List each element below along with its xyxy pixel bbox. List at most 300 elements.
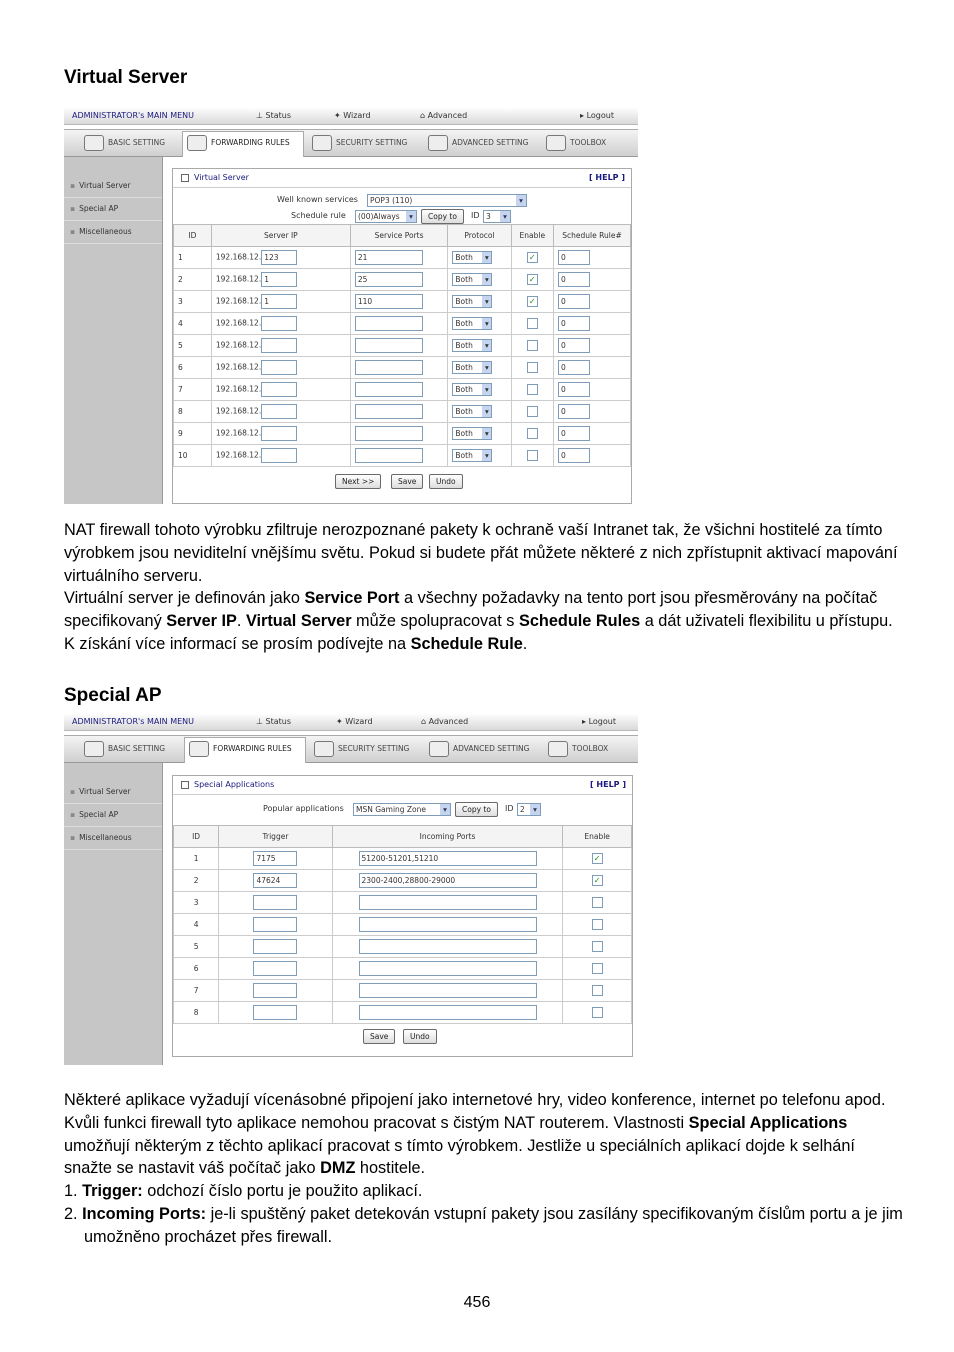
table-row	[174, 1002, 632, 1024]
incoming-ports-cell	[332, 980, 563, 1002]
service-ports-input[interactable]	[355, 426, 423, 441]
basic-setting-icon	[84, 741, 104, 757]
incoming-ports-input[interactable]	[359, 939, 537, 954]
row-id: 3	[174, 892, 219, 914]
table-row	[174, 892, 632, 914]
enable-cell	[511, 313, 553, 335]
row-id: 4	[174, 313, 212, 335]
term-dmz: DMZ	[320, 1159, 356, 1178]
tab-label: TOOLBOX	[570, 138, 607, 147]
service-ports-cell	[350, 357, 448, 379]
table-row	[174, 958, 632, 980]
service-ports-input[interactable]: 110	[355, 294, 423, 309]
service-ports-input[interactable]	[355, 404, 423, 419]
incoming-ports-cell	[332, 914, 563, 936]
status-icon: ⊥	[256, 717, 266, 726]
text-run: .	[522, 634, 528, 653]
server-ip-cell	[211, 269, 350, 291]
enable-cell	[511, 423, 553, 445]
tab-toolbox[interactable]	[542, 132, 606, 154]
wizard-icon: ✦	[336, 717, 346, 726]
term-service-port: Service Port	[304, 589, 400, 608]
protocol-select[interactable]: Both ▾	[452, 383, 492, 396]
panel-box-icon	[181, 781, 189, 789]
trigger-cell	[219, 1002, 333, 1024]
term-virtual-server: Virtual Server	[245, 612, 352, 631]
column-header: Incoming Ports	[332, 826, 563, 848]
server-ip-input[interactable]	[261, 382, 297, 397]
trigger-cell	[219, 980, 333, 1002]
ip-prefix: 192.168.12.	[215, 274, 262, 284]
schedule-rule-input[interactable]: 0	[558, 272, 590, 287]
text-run: může spolupracovat s	[351, 612, 519, 631]
enable-checkbox[interactable]	[527, 428, 538, 439]
enable-checkbox[interactable]	[527, 384, 538, 395]
special-applications-panel	[172, 775, 633, 1057]
tab-basic-setting[interactable]	[80, 738, 165, 760]
enable-checkbox[interactable]	[592, 1007, 603, 1018]
incoming-ports-input[interactable]	[359, 961, 537, 976]
table-row	[174, 848, 632, 870]
protocol-cell	[448, 313, 511, 335]
content-area	[64, 157, 638, 504]
advanced-link[interactable]	[420, 111, 467, 120]
popular-applications-select[interactable]: MSN Gaming Zone ▾	[353, 803, 451, 816]
tab-label: ADVANCED SETTING	[453, 744, 530, 753]
column-header: Service Ports	[350, 225, 448, 247]
status-link[interactable]	[256, 111, 291, 120]
basic-setting-icon	[84, 135, 104, 151]
row-id: 5	[174, 936, 219, 958]
incoming-ports-input[interactable]	[359, 895, 537, 910]
trigger-cell	[219, 958, 333, 980]
enable-cell	[511, 445, 553, 467]
incoming-ports-input[interactable]	[359, 1005, 537, 1020]
tab-label: TOOLBOX	[572, 744, 609, 753]
well-known-services-label: Well known services	[277, 195, 358, 204]
enable-checkbox[interactable]	[527, 340, 538, 351]
schedule-rule-select[interactable]: (00)Always ▾	[355, 210, 417, 223]
incoming-ports-cell	[332, 870, 563, 892]
sidebar	[64, 157, 163, 504]
ip-prefix: 192.168.12.	[215, 252, 262, 262]
virtual-server-panel	[172, 168, 632, 504]
enable-cell	[563, 1002, 632, 1024]
server-ip-input[interactable]	[261, 360, 297, 375]
service-ports-input[interactable]	[355, 382, 423, 397]
service-ports-cell	[350, 313, 448, 335]
advanced-label: Advanced	[428, 717, 469, 726]
wizard-icon: ✦	[334, 111, 344, 120]
protocol-select[interactable]: Both ▾	[452, 405, 492, 418]
wizard-label: Wizard	[343, 111, 371, 120]
tab-security-setting[interactable]	[310, 738, 409, 760]
schedule-rule-cell	[554, 291, 631, 313]
column-header: Trigger	[219, 826, 333, 848]
service-controls	[173, 188, 631, 224]
column-header: ID	[174, 225, 212, 247]
server-ip-cell	[211, 423, 350, 445]
enable-checkbox[interactable]	[527, 362, 538, 373]
protocol-select[interactable]: Both ▾	[452, 251, 492, 264]
table-row	[174, 291, 631, 313]
forwarding-rules-icon	[187, 135, 207, 151]
enable-checkbox[interactable]	[527, 450, 538, 461]
ip-prefix: 192.168.12.	[215, 428, 262, 438]
text-run: odchozí číslo portu je použito aplikací.	[142, 1182, 423, 1201]
trigger-input[interactable]	[253, 1005, 297, 1020]
ip-prefix: 192.168.12.	[215, 318, 262, 328]
status-link[interactable]	[256, 717, 291, 726]
row-id: 1	[174, 848, 219, 870]
text-run: Virtuální server je definován jako	[64, 589, 305, 608]
trigger-input[interactable]: 7175	[253, 851, 297, 866]
protocol-cell	[448, 269, 511, 291]
popular-applications-label: Popular applications	[263, 804, 344, 813]
main-tab-bar	[64, 735, 638, 763]
list-item-incoming-ports	[64, 1203, 904, 1249]
protocol-select[interactable]: Both ▾	[452, 361, 492, 374]
protocol-cell	[448, 401, 511, 423]
security-setting-icon	[312, 135, 332, 151]
advanced-link[interactable]	[421, 717, 468, 726]
text-run: a dát uživateli flexibilitu u přístupu. K získání více informací se prosím podívejte na	[64, 612, 893, 653]
text-run: .	[236, 612, 246, 631]
table-row	[174, 269, 631, 291]
row-id: 8	[174, 401, 212, 423]
sidebar-item-miscellaneous[interactable]: ▪ Miscellaneous	[64, 221, 162, 244]
protocol-cell	[448, 423, 511, 445]
advanced-icon: ⌂	[420, 111, 428, 120]
schedule-rule-cell	[554, 269, 631, 291]
protocol-cell	[448, 357, 511, 379]
incoming-ports-input[interactable]	[359, 983, 537, 998]
server-ip-input[interactable]	[261, 338, 297, 353]
advanced-label: Advanced	[427, 111, 468, 120]
service-ports-cell	[350, 445, 448, 467]
protocol-cell	[448, 335, 511, 357]
service-ports-cell	[350, 423, 448, 445]
trigger-cell	[219, 848, 333, 870]
enable-checkbox[interactable]	[592, 941, 603, 952]
panel-box-icon	[181, 174, 189, 182]
enable-checkbox[interactable]	[592, 897, 603, 908]
logout-link[interactable]	[582, 717, 616, 726]
protocol-select[interactable]: Both ▾	[452, 317, 492, 330]
schedule-rule-input[interactable]: 0	[558, 382, 590, 397]
special-applications-table	[173, 825, 632, 1024]
enable-cell	[511, 335, 553, 357]
sidebar-item-miscellaneous[interactable]: ▪ Miscellaneous	[64, 827, 162, 850]
main-tab-bar	[64, 129, 638, 157]
sidebar-item-virtual-server[interactable]: ▪ Virtual Server	[64, 175, 162, 198]
tab-label: FORWARDING RULES	[213, 744, 292, 753]
help-link[interactable]: [ HELP ]	[589, 780, 626, 789]
table-row	[174, 445, 631, 467]
popular-app-controls	[173, 795, 632, 825]
list-number: 1.	[64, 1182, 78, 1201]
tab-forwarding-rules[interactable]	[182, 131, 304, 157]
service-ports-input[interactable]	[355, 448, 423, 463]
virtual-server-screenshot	[64, 108, 638, 503]
tab-label: BASIC SETTING	[108, 744, 166, 753]
ip-prefix: 192.168.12.	[215, 362, 262, 372]
term-server-ip: Server IP	[166, 612, 237, 631]
id-select[interactable]: 2 ▾	[517, 803, 541, 816]
list-item-trigger	[64, 1180, 904, 1203]
table-row	[174, 313, 631, 335]
enable-checkbox[interactable]	[592, 985, 603, 996]
advanced-icon: ⌂	[421, 717, 429, 726]
row-id: 10	[174, 445, 212, 467]
sidebar	[64, 763, 163, 1065]
trigger-input[interactable]	[253, 917, 297, 932]
undo-button[interactable]: Undo	[429, 474, 463, 489]
status-label: Status	[265, 717, 292, 726]
row-id: 7	[174, 980, 219, 1002]
table-row	[174, 980, 632, 1002]
toolbox-icon	[548, 741, 568, 757]
service-ports-input[interactable]: 25	[355, 272, 423, 287]
table-row	[174, 870, 632, 892]
protocol-select[interactable]: Both ▾	[452, 449, 492, 462]
copy-to-button[interactable]: Copy to	[455, 802, 498, 817]
row-id: 2	[174, 269, 212, 291]
ip-prefix: 192.168.12.	[215, 384, 262, 394]
page-number: 456	[463, 1294, 491, 1311]
server-ip-input[interactable]	[261, 426, 297, 441]
table-row	[174, 335, 631, 357]
well-known-services-select[interactable]: POP3 (110) ▾	[367, 194, 527, 207]
column-header: Protocol	[448, 225, 511, 247]
forwarding-rules-icon	[189, 741, 209, 757]
schedule-rule-input[interactable]: 0	[558, 294, 590, 309]
schedule-rule-input[interactable]: 0	[558, 338, 590, 353]
term-trigger: Trigger:	[82, 1182, 143, 1201]
section-heading-virtual-server: Virtual Server	[64, 67, 188, 88]
schedule-rule-cell	[554, 335, 631, 357]
admin-main-menu-link[interactable]: ADMINISTRATOR's MAIN MENU	[72, 717, 194, 726]
incoming-ports-cell	[332, 958, 563, 980]
service-ports-input[interactable]	[355, 338, 423, 353]
server-ip-cell	[211, 313, 350, 335]
enable-checkbox[interactable]	[527, 406, 538, 417]
panel-title	[173, 776, 632, 795]
logout-link[interactable]	[580, 111, 614, 120]
protocol-cell	[448, 247, 511, 269]
enable-cell	[563, 914, 632, 936]
enable-cell	[563, 936, 632, 958]
schedule-rule-cell	[554, 423, 631, 445]
enable-checkbox[interactable]	[592, 963, 603, 974]
server-ip-cell	[211, 291, 350, 313]
server-ip-input[interactable]	[261, 316, 297, 331]
table-row	[174, 247, 631, 269]
schedule-rule-input[interactable]: 0	[558, 250, 590, 265]
schedule-rule-input[interactable]: 0	[558, 316, 590, 331]
virtual-server-table	[173, 224, 631, 467]
server-ip-cell	[211, 357, 350, 379]
service-ports-cell	[350, 379, 448, 401]
trigger-cell	[219, 936, 333, 958]
special-ap-screenshot	[64, 714, 638, 1064]
tab-security-setting[interactable]	[308, 132, 407, 154]
row-id: 6	[174, 357, 212, 379]
ip-prefix: 192.168.12.	[215, 296, 262, 306]
advanced-setting-icon	[428, 135, 448, 151]
incoming-ports-input[interactable]: 51200-51201,51210	[359, 851, 537, 866]
protocol-select[interactable]: Both ▾	[452, 339, 492, 352]
id-label: ID	[471, 211, 480, 220]
enable-checkbox[interactable]	[592, 919, 603, 930]
service-ports-input[interactable]	[355, 360, 423, 375]
protocol-select[interactable]: Both ▾	[452, 427, 492, 440]
tab-label: FORWARDING RULES	[211, 138, 290, 147]
table-row	[174, 401, 631, 423]
row-id: 8	[174, 1002, 219, 1024]
panel-title	[173, 169, 631, 188]
incoming-ports-cell	[332, 848, 563, 870]
status-icon: ⊥	[256, 111, 266, 120]
schedule-rule-cell	[554, 401, 631, 423]
panel-title-text: Virtual Server	[194, 173, 249, 182]
schedule-rule-input[interactable]: 0	[558, 360, 590, 375]
id-select[interactable]: 3 ▾	[483, 210, 511, 223]
sidebar-item-special-ap[interactable]: ▪ Special AP	[64, 804, 162, 827]
ap-paragraph-1	[64, 1089, 904, 1180]
tab-basic-setting[interactable]	[80, 132, 165, 154]
schedule-rule-cell	[554, 313, 631, 335]
undo-button[interactable]: Undo	[403, 1029, 437, 1044]
column-header: Enable	[511, 225, 553, 247]
special-ap-description	[64, 1089, 904, 1249]
service-ports-cell	[350, 335, 448, 357]
trigger-cell	[219, 914, 333, 936]
service-ports-cell	[350, 247, 448, 269]
enable-cell	[511, 379, 553, 401]
server-ip-cell	[211, 247, 350, 269]
row-id: 3	[174, 291, 212, 313]
wizard-label: Wizard	[345, 717, 373, 726]
enable-checkbox[interactable]: ✓	[527, 252, 538, 263]
text-run: Některé aplikace vyžadují vícenásobné připojení jako internetové hry, video konference, internet po telefonu apod. Kvůli funkci firewall tyto aplikace nemohou pracovat s čistým NAT routerem. Vlastnosti	[64, 1091, 886, 1132]
trigger-cell	[219, 892, 333, 914]
list-number: 2.	[64, 1204, 78, 1223]
tab-advanced-setting[interactable]	[425, 738, 529, 760]
server-ip-input[interactable]: 123	[261, 250, 297, 265]
enable-cell	[511, 357, 553, 379]
logout-arrow-icon: ▸	[580, 111, 587, 120]
protocol-cell	[448, 291, 511, 313]
sidebar-item-special-ap[interactable]: ▪ Special AP	[64, 198, 162, 221]
service-ports-input[interactable]: 21	[355, 250, 423, 265]
enable-checkbox[interactable]	[527, 318, 538, 329]
logout-arrow-icon: ▸	[582, 717, 589, 726]
schedule-rule-input[interactable]: 0	[558, 426, 590, 441]
vs-paragraph-2	[64, 587, 904, 655]
column-header: Schedule Rule#	[554, 225, 631, 247]
protocol-select[interactable]: Both ▾	[452, 273, 492, 286]
incoming-ports-input[interactable]: 2300-2400,28800-29000	[359, 873, 537, 888]
toolbox-icon	[546, 135, 566, 151]
help-link[interactable]: [ HELP ]	[588, 173, 625, 182]
incoming-ports-input[interactable]	[359, 917, 537, 932]
server-ip-input[interactable]	[261, 448, 297, 463]
save-button[interactable]: Save	[363, 1029, 395, 1044]
wizard-link[interactable]	[334, 111, 371, 120]
status-label: Status	[265, 111, 292, 120]
enable-checkbox[interactable]: ✓	[527, 274, 538, 285]
protocol-select[interactable]: Both ▾	[452, 295, 492, 308]
tab-forwarding-rules[interactable]	[184, 737, 306, 763]
row-id: 2	[174, 870, 219, 892]
ip-prefix: 192.168.12.	[215, 450, 262, 460]
trigger-input[interactable]	[253, 983, 297, 998]
enable-cell	[511, 291, 553, 313]
term-schedule-rules: Schedule Rules	[518, 612, 641, 631]
schedule-rule-cell	[554, 357, 631, 379]
protocol-cell	[448, 379, 511, 401]
ip-prefix: 192.168.12.	[215, 406, 262, 416]
section-heading-special-ap: Special AP	[64, 685, 162, 706]
enable-cell	[563, 980, 632, 1002]
service-ports-input[interactable]	[355, 316, 423, 331]
server-ip-input[interactable]: 1	[261, 272, 297, 287]
server-ip-input[interactable]: 1	[261, 294, 297, 309]
incoming-ports-cell	[332, 1002, 563, 1024]
term-schedule-rule: Schedule Rule	[410, 634, 523, 653]
next-button[interactable]: Next >>	[335, 474, 381, 489]
wizard-link[interactable]	[336, 717, 373, 726]
incoming-ports-cell	[332, 936, 563, 958]
tab-advanced-setting[interactable]	[424, 132, 528, 154]
virtual-server-description	[64, 519, 904, 656]
trigger-input[interactable]	[253, 939, 297, 954]
tab-toolbox[interactable]	[544, 738, 608, 760]
trigger-input[interactable]	[253, 895, 297, 910]
row-id: 5	[174, 335, 212, 357]
copy-to-button[interactable]: Copy to	[421, 209, 464, 224]
trigger-input[interactable]: 47624	[253, 873, 297, 888]
trigger-input[interactable]	[253, 961, 297, 976]
schedule-rule-input[interactable]: 0	[558, 404, 590, 419]
service-ports-cell	[350, 291, 448, 313]
panel-title-text: Special Applications	[194, 780, 275, 789]
logout-label: Logout	[588, 717, 616, 726]
text-run: a všechny požadavky na tento port jsou přesměrovány na počítač specifikovaný	[64, 589, 878, 631]
server-ip-cell	[211, 401, 350, 423]
text-run: je-li spuštěný paket detekován vstupní pakety jsou zasílány specifikovaným číslům portu a je jim umožněno procházet přes firewall.	[84, 1204, 903, 1246]
text-run: hostitele.	[355, 1159, 426, 1178]
schedule-rule-cell	[554, 247, 631, 269]
enable-cell	[563, 892, 632, 914]
table-row	[174, 379, 631, 401]
save-button[interactable]: Save	[391, 474, 423, 489]
enable-cell	[511, 269, 553, 291]
enable-checkbox[interactable]: ✓	[592, 875, 603, 886]
row-id: 9	[174, 423, 212, 445]
server-ip-input[interactable]	[261, 404, 297, 419]
schedule-rule-input[interactable]: 0	[558, 448, 590, 463]
row-id: 6	[174, 958, 219, 980]
enable-checkbox[interactable]: ✓	[592, 853, 603, 864]
sidebar-item-virtual-server[interactable]: ▪ Virtual Server	[64, 781, 162, 804]
table-row	[174, 357, 631, 379]
service-ports-cell	[350, 401, 448, 423]
enable-checkbox[interactable]: ✓	[527, 296, 538, 307]
schedule-rule-cell	[554, 445, 631, 467]
admin-main-menu-link[interactable]: ADMINISTRATOR's MAIN MENU	[72, 111, 194, 120]
